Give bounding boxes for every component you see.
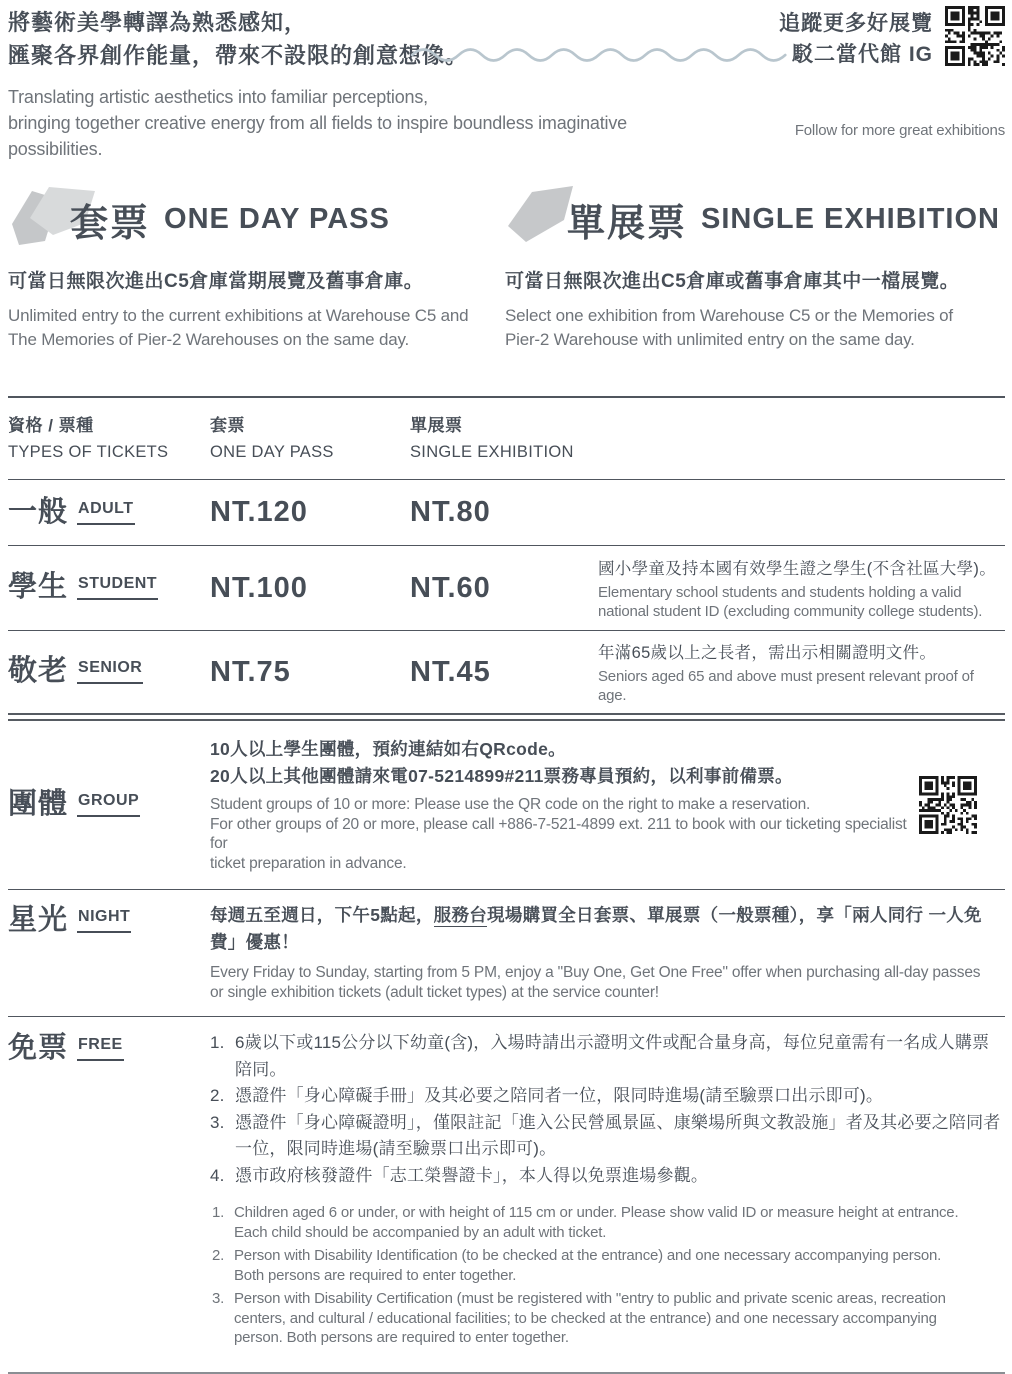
intro-heading-en-line1: Translating artistic aesthetics into familiar perceptions, [8, 87, 428, 107]
student-label-en: STUDENT [77, 575, 158, 600]
student-label-zh: 學生 [8, 571, 69, 604]
free-en-item: Person with Disability Certification (must be registered with "entry to public and private scenic areas, recreation centers, and cultural / educational facilities; to be checked at the entrance) and one necessary accompanying person. Both persons are required to enter together. [234, 1290, 946, 1346]
ticket-price-table [8, 396, 1005, 1374]
table-row-student [8, 545, 1005, 630]
group-label-zh: 團體 [8, 787, 69, 820]
free-label-zh: 免票 [8, 1032, 69, 1064]
header-onedaypass-en: ONE DAY PASS [210, 443, 334, 461]
group-booking-qr-code-icon [919, 776, 977, 834]
adult-label-en: ADULT [77, 500, 135, 525]
adult-label-zh: 一般 [8, 495, 69, 528]
table-row-free [8, 1016, 1005, 1370]
adult-price-pass: NT.120 [210, 496, 308, 528]
night-label-zh: 星光 [8, 904, 69, 936]
student-note-zh: 國小學童及持本國有效學生證之學生(不含社區大學)。 [598, 560, 996, 578]
table-header-row [8, 398, 1005, 479]
intro-section [8, 6, 1005, 159]
header-types-en: TYPES OF TICKETS [8, 443, 169, 461]
group-label-en: GROUP [77, 792, 140, 817]
bottom-divider [8, 1372, 1005, 1374]
table-row-night [8, 889, 1005, 1016]
free-en-item: Person with Disability Identification (to be checked at the entrance) and one necessary accompanying person. Both persons are required to enter together. [234, 1247, 942, 1284]
header-types-zh: 資格 / 票種 [8, 416, 94, 435]
intro-heading-zh-line2: 匯聚各界創作能量，帶來不設限的創意想像。 [8, 43, 469, 68]
free-conditions-zh-list [210, 1030, 1005, 1189]
free-en-item: Children aged 6 or under, or with height of 115 cm or under. Please show valid ID or measure height at entrance. Each child should be accompanied by an adult with ticket. [234, 1204, 959, 1241]
single-exhibition-title-zh: 單展票 [567, 202, 688, 245]
intro-heading-zh-line1: 將藝術美學轉譯為熟悉感知， [8, 10, 308, 35]
one-day-pass-title-zh: 套票 [70, 202, 151, 245]
senior-note-zh: 年滿65歲以上之長者，需出示相關證明文件。 [598, 644, 937, 662]
group-zh-line2: 20人以上其他團體請來電07-5214899#211票務專員預約，以利事前備票。 [210, 766, 793, 786]
single-exhibition-desc-en: Select one exhibition from Warehouse C5 or the Memories of Pier-2 Warehouse with unlimited entry on the same day. [505, 306, 953, 349]
intro-heading-en-line2: bringing together creative energy from all fields to inspire boundless imaginative possibilities. [8, 113, 627, 159]
one-day-pass-desc-zh: 可當日無限次進出C5倉庫當期展覽及舊事倉庫。 [8, 271, 424, 292]
header-onedaypass-zh: 套票 [210, 416, 245, 435]
follow-en-caption: Follow for more great exhibitions [794, 122, 1005, 139]
double-divider [8, 713, 1005, 721]
table-row-group [8, 721, 1005, 889]
single-exhibition-section [505, 188, 1005, 349]
senior-note-en: Seniors aged 65 and above must present relevant proof of age. [598, 668, 974, 704]
one-day-pass-desc-en: Unlimited entry to the current exhibitions at Warehouse C5 and The Memories of Pier-2 Warehouses on the same day. [8, 306, 469, 349]
table-row-senior [8, 630, 1005, 713]
free-conditions-en-list [210, 1203, 1005, 1348]
night-zh-post: 現場購買全日套票、單展票（一般票種），享「兩人同行 一人免費」優惠！ [210, 905, 982, 952]
night-zh-pre: 每週五至週日，下午5點起， [210, 905, 434, 925]
free-label-en: FREE [77, 1036, 124, 1061]
follow-zh-line1: 追蹤更多好展覽 [779, 12, 933, 35]
night-en-text: Every Friday to Sunday, starting from 5 PM, enjoy a "Buy One, Get One Free" offer when purchasing all-day passes or single exhibition tickets (adult ticket types) at the service counter! [210, 964, 981, 1001]
adult-price-single: NT.80 [410, 496, 491, 528]
group-en-line1: Student groups of 10 or more: Please use the QR code on the right to make a reservation. [210, 796, 811, 813]
header-single-en: SINGLE EXHIBITION [410, 443, 574, 461]
wave-divider-icon [410, 42, 790, 64]
student-price-single: NT.60 [410, 571, 491, 604]
senior-label-zh: 敬老 [8, 655, 69, 688]
single-exhibition-desc-zh: 可當日無限次進出C5倉庫或舊事倉庫其中一檔展覽。 [505, 271, 960, 292]
one-day-pass-title-en: ONE DAY PASS [164, 202, 390, 235]
senior-price-pass: NT.75 [210, 655, 291, 688]
student-note-en: Elementary school students and students holding a valid national student ID (excluding community college students). [598, 584, 983, 620]
night-label-en: NIGHT [77, 908, 131, 933]
header-single-zh: 單展票 [410, 416, 463, 435]
pass-types-section [8, 188, 1005, 349]
group-en-line2: For other groups of 20 or more, please call +886-7-521-4899 ext. 211 to book with our ticketing specialist for [210, 815, 907, 852]
follow-ig-block [779, 6, 1005, 70]
group-zh-line1: 10人以上學生團體，預約連結如右QRcode。 [210, 739, 566, 759]
follow-zh-line2: 駁二當代館 IG [791, 43, 933, 66]
senior-price-single: NT.45 [410, 655, 491, 688]
free-zh-item: 6歲以下或115公分以下幼童(含)，入場時請出示證明文件或配合量身高，每位兒童需有一名成人購票陪同。 [235, 1033, 990, 1079]
table-row-adult [8, 479, 1005, 545]
senior-label-en: SENIOR [77, 659, 143, 684]
free-zh-item: 憑證件「身心障礙手冊」及其必要之陪同者一位，限同時進場(請至驗票口出示即可)。 [235, 1086, 884, 1105]
free-zh-item: 憑市政府核發證件「志工榮譽證卡」，本人得以免票進場參觀。 [235, 1165, 709, 1185]
student-price-pass: NT.100 [210, 571, 308, 604]
one-day-pass-section [8, 188, 505, 349]
instagram-qr-code-icon [945, 6, 1005, 66]
night-zh-underlined: 服務台 [433, 905, 488, 925]
single-exhibition-title-en: SINGLE EXHIBITION [701, 202, 1000, 235]
group-en-line3: ticket preparation in advance. [210, 854, 407, 872]
free-zh-item: 憑證件「身心障礙證明」，僅限註記「進入公民營風景區、康樂場所與文教設施」者及其必要之陪同者一位，限同時進場(請至驗票口出示即可)。 [235, 1112, 1001, 1158]
